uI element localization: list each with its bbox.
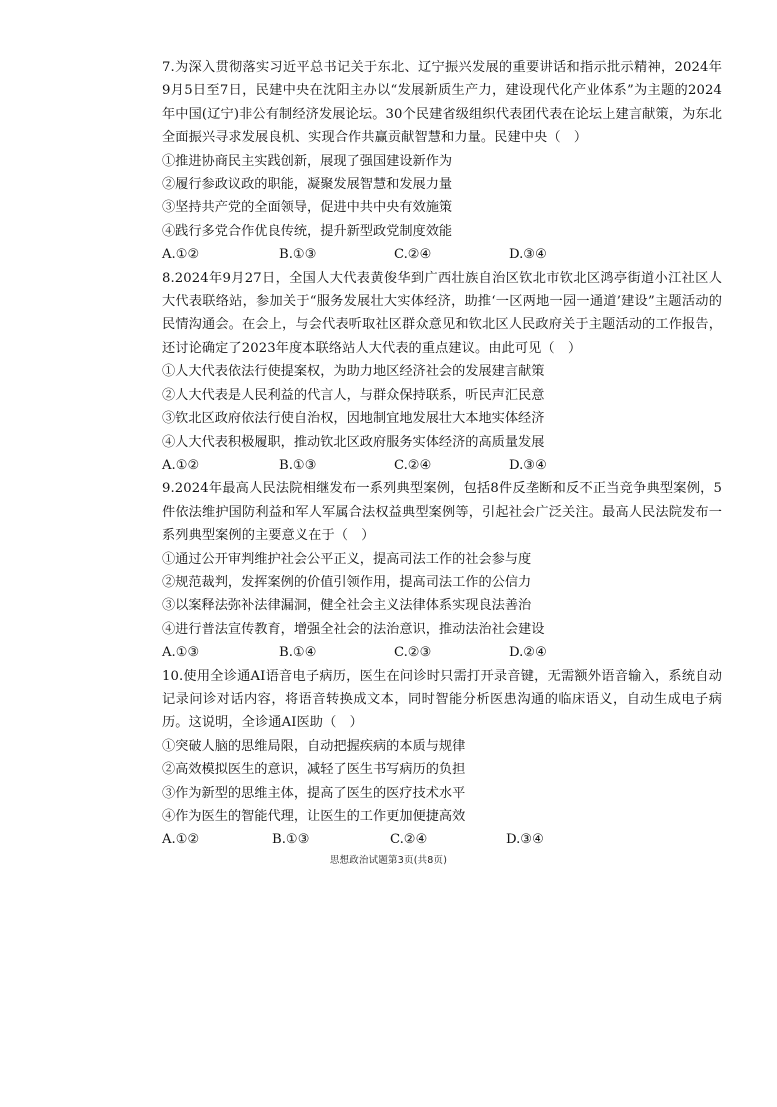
- answer-choices: [162, 243, 722, 266]
- answer-d: D.③④: [509, 247, 547, 263]
- question-stem: 8.2024年9月27日，全国人大代表黄俊华到广西壮族自治区钦北市钦北区鸿亭街道小江社区人大代表联络站，参加关于“服务发展壮大实体经济，助推‘一区两地一园一通道’建设”主题活动的民情沟通会。在会上，与会代表听取社区群众意见和钦北区人民政府关于主题活动的工作报告，还讨论确定了2023年度本联络站人大代表的重点建议。由此可见（ ）: [162, 270, 722, 356]
- answer-b: B.①③: [279, 247, 317, 263]
- answer-a: A.①②: [162, 457, 200, 473]
- answer-a: A.①②: [162, 247, 200, 263]
- answer-c: C.②④: [390, 832, 428, 848]
- answer-b: B.①③: [279, 457, 317, 473]
- option-2: ②人大代表是人民利益的代言人，与群众保持联系，听民声汇民意: [162, 387, 545, 403]
- option-1: ①突破人脑的思维局限，自动把握疾病的本质与规律: [162, 738, 466, 754]
- question-stem: 10.使用全诊通AI语音电子病历，医生在问诊时只需打开录音键，无需额外语音输入，系统自动记录问诊对话内容，将语音转换成文本，同时智能分析医患沟通的临床语义，自动生成电子病历。这说明，全诊通AI医助（ ）: [162, 668, 722, 731]
- option-3: ③钦北区政府依法行使自治权，因地制宜地发展壮大本地实体经济: [162, 411, 545, 427]
- option-4: ④进行普法宣传教育，增强全社会的法治意识，推动法治社会建设: [162, 621, 545, 637]
- question-list: [162, 56, 722, 852]
- answer-c: C.②③: [394, 645, 432, 661]
- answer-d: D.③④: [506, 832, 544, 848]
- answer-a: A.①②: [162, 832, 200, 848]
- answer-choices: [162, 454, 722, 477]
- answer-d: D.③④: [509, 457, 547, 473]
- answer-choices: [162, 828, 722, 851]
- option-1: ①推进协商民主实践创新，展现了强国建设新作为: [162, 153, 453, 169]
- option-1: ①人大代表依法行使提案权，为助力地区经济社会的发展建言献策: [162, 364, 545, 380]
- option-1: ①通过公开审判维护社会公平正义，提高司法工作的社会参与度: [162, 551, 532, 567]
- option-2: ②规范裁判，发挥案例的价值引领作用，提高司法工作的公信力: [162, 574, 532, 590]
- option-3: ③坚持共产党的全面领导，促进中共中央有效施策: [162, 200, 453, 216]
- answer-b: B.①④: [279, 645, 317, 661]
- option-4: ④人大代表积极履职，推动钦北区政府服务实体经济的高质量发展: [162, 434, 545, 450]
- option-2: ②履行参政议政的职能，凝聚发展智慧和发展力量: [162, 177, 453, 193]
- option-2: ②高效模拟医生的意识，减轻了医生书写病历的负担: [162, 762, 466, 778]
- question-8: [162, 267, 722, 478]
- question-9: [162, 477, 722, 664]
- question-10: [162, 665, 722, 852]
- question-stem: 7.为深入贯彻落实习近平总书记关于东北、辽宁振兴发展的重要讲话和指示批示精神，2024年9月5日至7日，民建中央在沈阳主办以“发展新质生产力，建设现代化产业体系”为主题的2024年中国(辽宁)非公有制经济发展论坛。30个民建省级组织代表团代表在论坛上建言献策，为东北全面振兴寻求发展良机、实现合作共赢贡献智慧和力量。民建中央（ ）: [162, 60, 722, 146]
- option-3: ③以案释法弥补法律漏洞，健全社会主义法律体系实现良法善治: [162, 598, 532, 614]
- answer-c: C.②④: [394, 247, 432, 263]
- answer-d: D.②④: [509, 645, 547, 661]
- answer-a: A.①③: [162, 645, 200, 661]
- page-footer: 思想政治试题第3页(共8页): [329, 855, 448, 866]
- option-4: ④作为医生的智能代理，让医生的工作更加便捷高效: [162, 809, 466, 824]
- question-stem: 9.2024年最高人民法院相继发布一系列典型案例，包括8件反垄断和反不正当竞争典型案例，5件依法维护国防利益和军人军属合法权益典型案例等，引起社会广泛关注。最高人民法院发布一系列典型案例的主要意义在于（ ）: [162, 481, 722, 544]
- answer-choices: [162, 641, 722, 664]
- answer-c: C.②④: [394, 457, 432, 473]
- question-7: [162, 56, 722, 267]
- answer-b: B.①③: [272, 832, 310, 848]
- option-3: ③作为新型的思维主体，提高了医生的医疗技术水平: [162, 785, 466, 801]
- option-4: ④践行多党合作优良传统，提升新型政党制度效能: [162, 223, 453, 239]
